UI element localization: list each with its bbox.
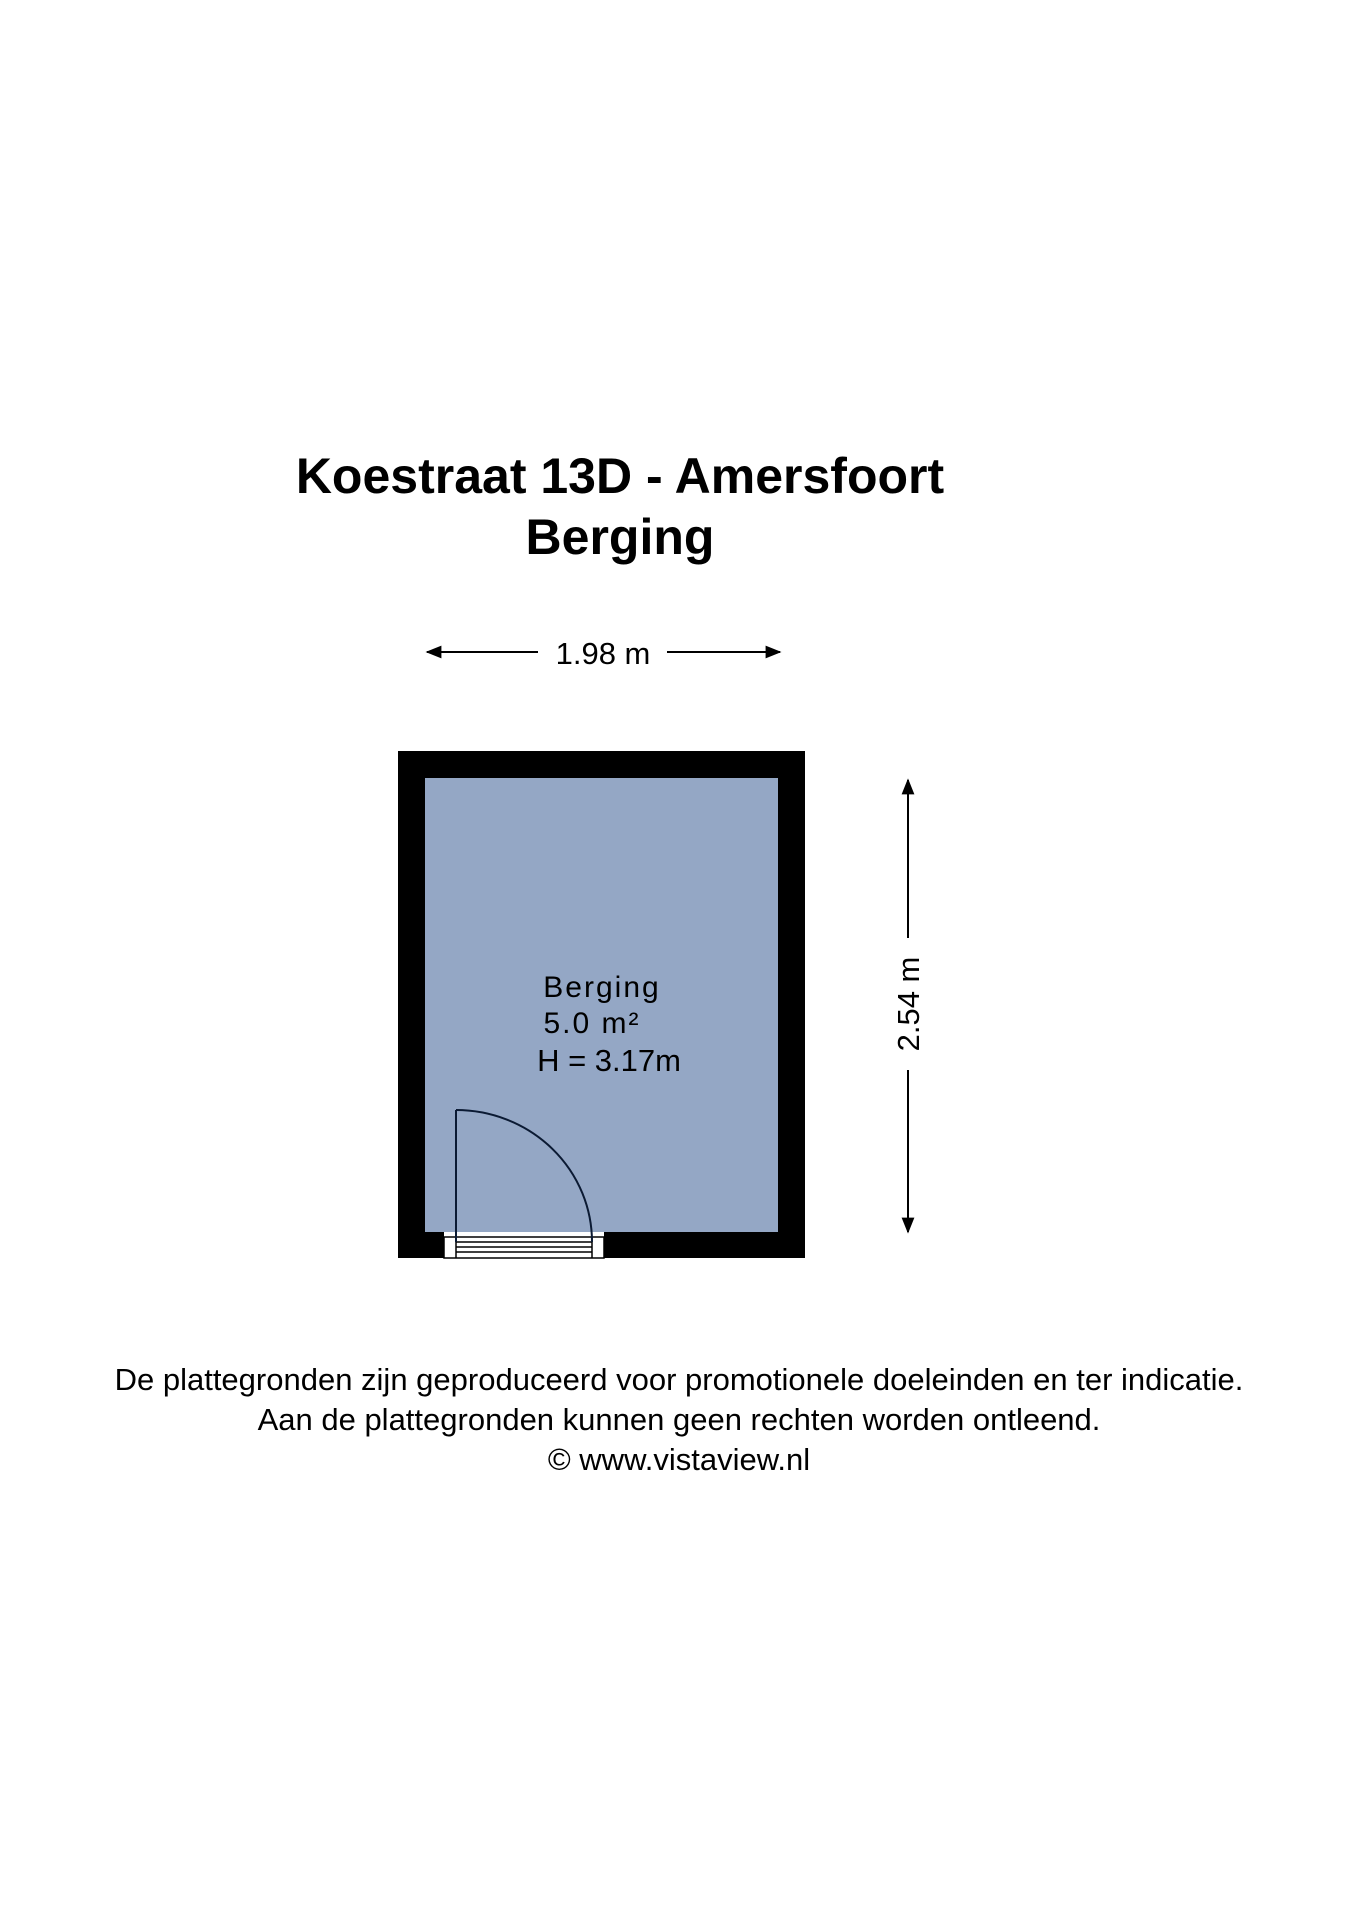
width-label: 1.98 m bbox=[555, 636, 651, 671]
height-label: 2.54 m bbox=[891, 956, 926, 1052]
copyright-link[interactable]: © www.vistaview.nl bbox=[547, 1442, 811, 1477]
width-dimension bbox=[427, 636, 780, 671]
page-title: Koestraat 13D - Amersfoort bbox=[295, 448, 945, 504]
disclaimer-line-1: De plattegronden zijn geproduceerd voor promotionele doeleinden en ter indicatie. bbox=[114, 1362, 1244, 1397]
walls bbox=[398, 751, 805, 1259]
height-dimension bbox=[891, 780, 926, 1232]
room-berging bbox=[425, 778, 778, 1232]
page-subtitle: Berging bbox=[525, 509, 715, 565]
disclaimer-line-2: Aan de plattegronden kunnen geen rechten worden ontleend. bbox=[257, 1402, 1101, 1437]
room-area: 5.0 m² bbox=[543, 1007, 641, 1040]
room-name: Berging bbox=[543, 971, 661, 1004]
room-height: H = 3.17m bbox=[537, 1043, 681, 1078]
